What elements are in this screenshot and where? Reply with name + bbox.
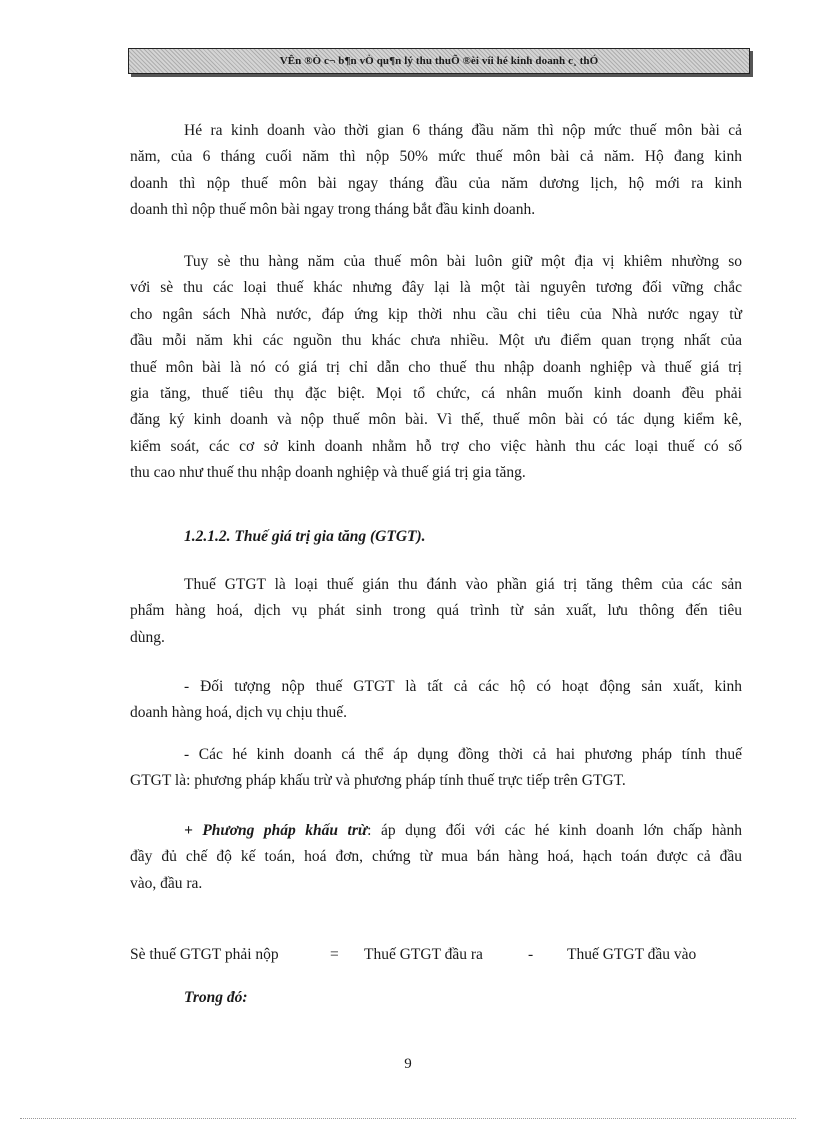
text-line: đầu mỗi năm khi các nguồn thu khác chưa nhiều. Một ưu điểm quan trọng nhất của [130, 332, 742, 350]
text-line: - Các hé kinh doanh cá thể áp dụng đồng thời cả hai phương pháp tính thuế [184, 746, 742, 763]
text-line: gia tăng, thuế tiêu thụ đặc biệt. Mọi tổ chức, cá nhân muốn kinh doanh đều phải [130, 385, 742, 403]
page-bottom-divider [20, 1118, 796, 1119]
text-line: Tuy sè thu hàng năm của thuế môn bài luôn giữ một địa vị khiêm nhường so [184, 253, 742, 270]
section-heading: 1.2.1.2. Thuế giá trị gia tăng (GTGT). [184, 528, 426, 545]
paragraph-gtgt-definition [130, 572, 742, 651]
text-line: năm, của 6 tháng cuối năm thì nộp 50% mức thuế môn bài cả năm. Hộ đang kinh [130, 148, 742, 166]
text-line: dùng. [130, 628, 165, 646]
text-line: doanh thì nộp thuế môn bài ngay trong tháng bắt đầu kinh doanh. [130, 201, 536, 219]
method-description: : áp dụng đối với các hé kinh doanh lớn chấp hành [367, 822, 742, 839]
paragraph-mon-bai-timing [130, 118, 742, 224]
text-line: thuế môn bài là nó có giá trị chỉ dẫn cho thuế thu nhập doanh nghiệp và thuế giá trị [130, 358, 742, 376]
text-line: với sè thu các loại thuế khác nhưng đây lại là một tài nguyên tương đối vững chắc [130, 279, 742, 297]
text-line: thu cao như thuế thu nhập doanh nghiệp và thuế giá trị gia tăng. [130, 464, 526, 482]
text-line: Hé ra kinh doanh vào thời gian 6 tháng đầu năm thì nộp mức thuế môn bài cả [184, 122, 742, 139]
running-header [128, 48, 750, 74]
text-line: GTGT là: phương pháp khấu trừ và phương pháp tính thuế trực tiếp trên GTGT. [130, 772, 626, 790]
running-header-text: VÊn ®Ò c¬ b¶n vÒ qu¶n lý thu thuÕ ®èi víi hé kinh doanh c¸ thÓ [279, 55, 599, 67]
formula-minus: - [528, 946, 534, 963]
text-line: đầy đủ chế độ kế toán, hoá đơn, chứng từ mua bán hàng hoá, hạch toán được cả đầu [130, 848, 742, 866]
page-number: 9 [404, 1056, 412, 1072]
formula-term-input: Thuế GTGT đầu vào [567, 946, 697, 963]
text-line [130, 818, 742, 844]
where-label: Trong đó: [184, 989, 248, 1006]
formula-lhs: Sè thuế GTGT phải nộp [130, 946, 279, 963]
text-line: - Đối tượng nộp thuế GTGT là tất cả các hộ có hoạt động sản xuất, kinh [184, 678, 742, 695]
paragraph-gtgt-subject [130, 674, 742, 727]
text-line: đăng ký kinh doanh và nộp thuế môn bài. Vì thế, thuế môn bài có tác dụng kiểm kê, [130, 411, 742, 429]
text-line: vào, đầu ra. [130, 874, 203, 892]
text-line: Thuế GTGT là loại thuế gián thu đánh vào phần giá trị tăng thêm của các sản [184, 576, 742, 593]
paragraph-deduction-method [130, 818, 742, 897]
text-line: doanh thì nộp thuế môn bài ngay tháng đầu của năm dương lịch, hộ mới ra kinh [130, 174, 742, 192]
paragraph-gtgt-methods [130, 742, 742, 795]
method-term: + Phương pháp khấu trừ [184, 822, 368, 839]
text-line: doanh hàng hoá, dịch vụ chịu thuế. [130, 704, 347, 722]
text-line: phẩm hàng hoá, dịch vụ phát sinh trong quá trình từ sản xuất, lưu thông đến tiêu [130, 602, 742, 620]
paragraph-mon-bai-role [130, 249, 742, 487]
formula-term-output: Thuế GTGT đầu ra [364, 946, 483, 963]
text-line: kiểm soát, các cơ sở kinh doanh nhằm hỗ trợ cho việc hành thu các loại thuế có số [130, 437, 742, 455]
formula-equals: = [330, 946, 339, 963]
text-line: cho ngân sách Nhà nước, đáp ứng kịp thời nhu cầu chi tiêu của Nhà nước ngay từ [130, 305, 742, 323]
